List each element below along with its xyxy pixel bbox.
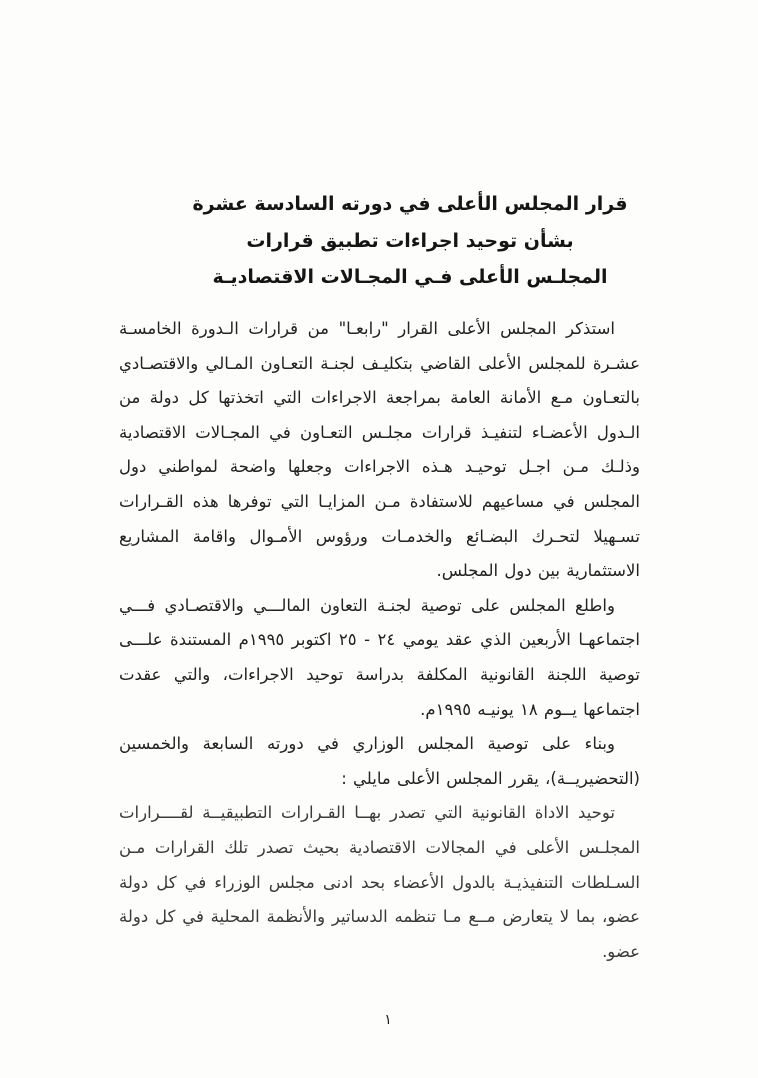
document-title xyxy=(151,186,669,296)
document-body xyxy=(119,312,640,969)
title-line-2: بشأن توحيد اجراءات تطبيق قرارات xyxy=(246,229,574,252)
paragraph-decision-body: توحيد الاداة القانونية التي تصدر بهــا القـرارات التطبيقيــة لقــــرارات المجلـس الأعلى في المجالات الاقتصادية بحيث تصدر تلك القرارات مـن السـلطات التنفيذيـة بالدول الأعضاء بحد ادنى مجلس الوزراء في كل دولة عضو، بما لا يتعارض مــع مـا تنظمه الدساتير والأنظمة المحلية في كل دولة عضو. xyxy=(119,803,640,961)
paragraph-recital-2: واطلع المجلس على توصية لجنـة التعاون المالـــي والاقتصـادي فـــي اجتماعهـا الأربعين الذي عقد يومي ٢٤ - ٢٥ اكتوبر ١٩٩٥م المستندة علـــى توصية اللجنة القانونية المكلفة بدراسة توحيد الاجراءات، والتي عقدت اجتماعها يــوم ١٨ يونيـه ١٩٩٥م. xyxy=(119,595,640,719)
page-number: ١ xyxy=(384,1012,392,1028)
paragraph-recital-1: استذكر المجلس الأعلى القرار "رابعـا" من قرارات الـدورة الخامسـة عشـرة للمجلس الأعلى القاضي بتكليـف لجنـة التعـاون المـالي والاقتصـادي بالتعـاون مـع الأمانة العامة بمراجعة الاجراءات التي اتخذتها كل دولة من الـدول الأعضـاء لتنفيـذ قرارات مجلـس التعـاون في المجـالات الاقتصادية وذلـك مـن اجـل توحيـد هـذه الاجراءات وجعلها واضحة لمواطني دول المجلس في مساعيهم للاستفادة مـن المزايـا التي توفرها هذه القـرارات تسـهيلا لتحـرك البضـائع والخدمـات ورؤوس الأمـوال واقامة المشاريع الاستثمارية بين دول المجلس. xyxy=(119,319,640,581)
title-line-1: قرار المجلس الأعلى في دورته السادسة عشرة xyxy=(192,193,628,215)
paragraph-decision-lead: وبناء على توصية المجلس الوزاري في دورته السابعة والخمسين (التحضيريــة)، يقرر المجلس الأعلى مايلي : xyxy=(119,734,640,788)
title-line-3: المجلـس الأعلى فـي المجـالات الاقتصاديـة xyxy=(212,266,608,288)
